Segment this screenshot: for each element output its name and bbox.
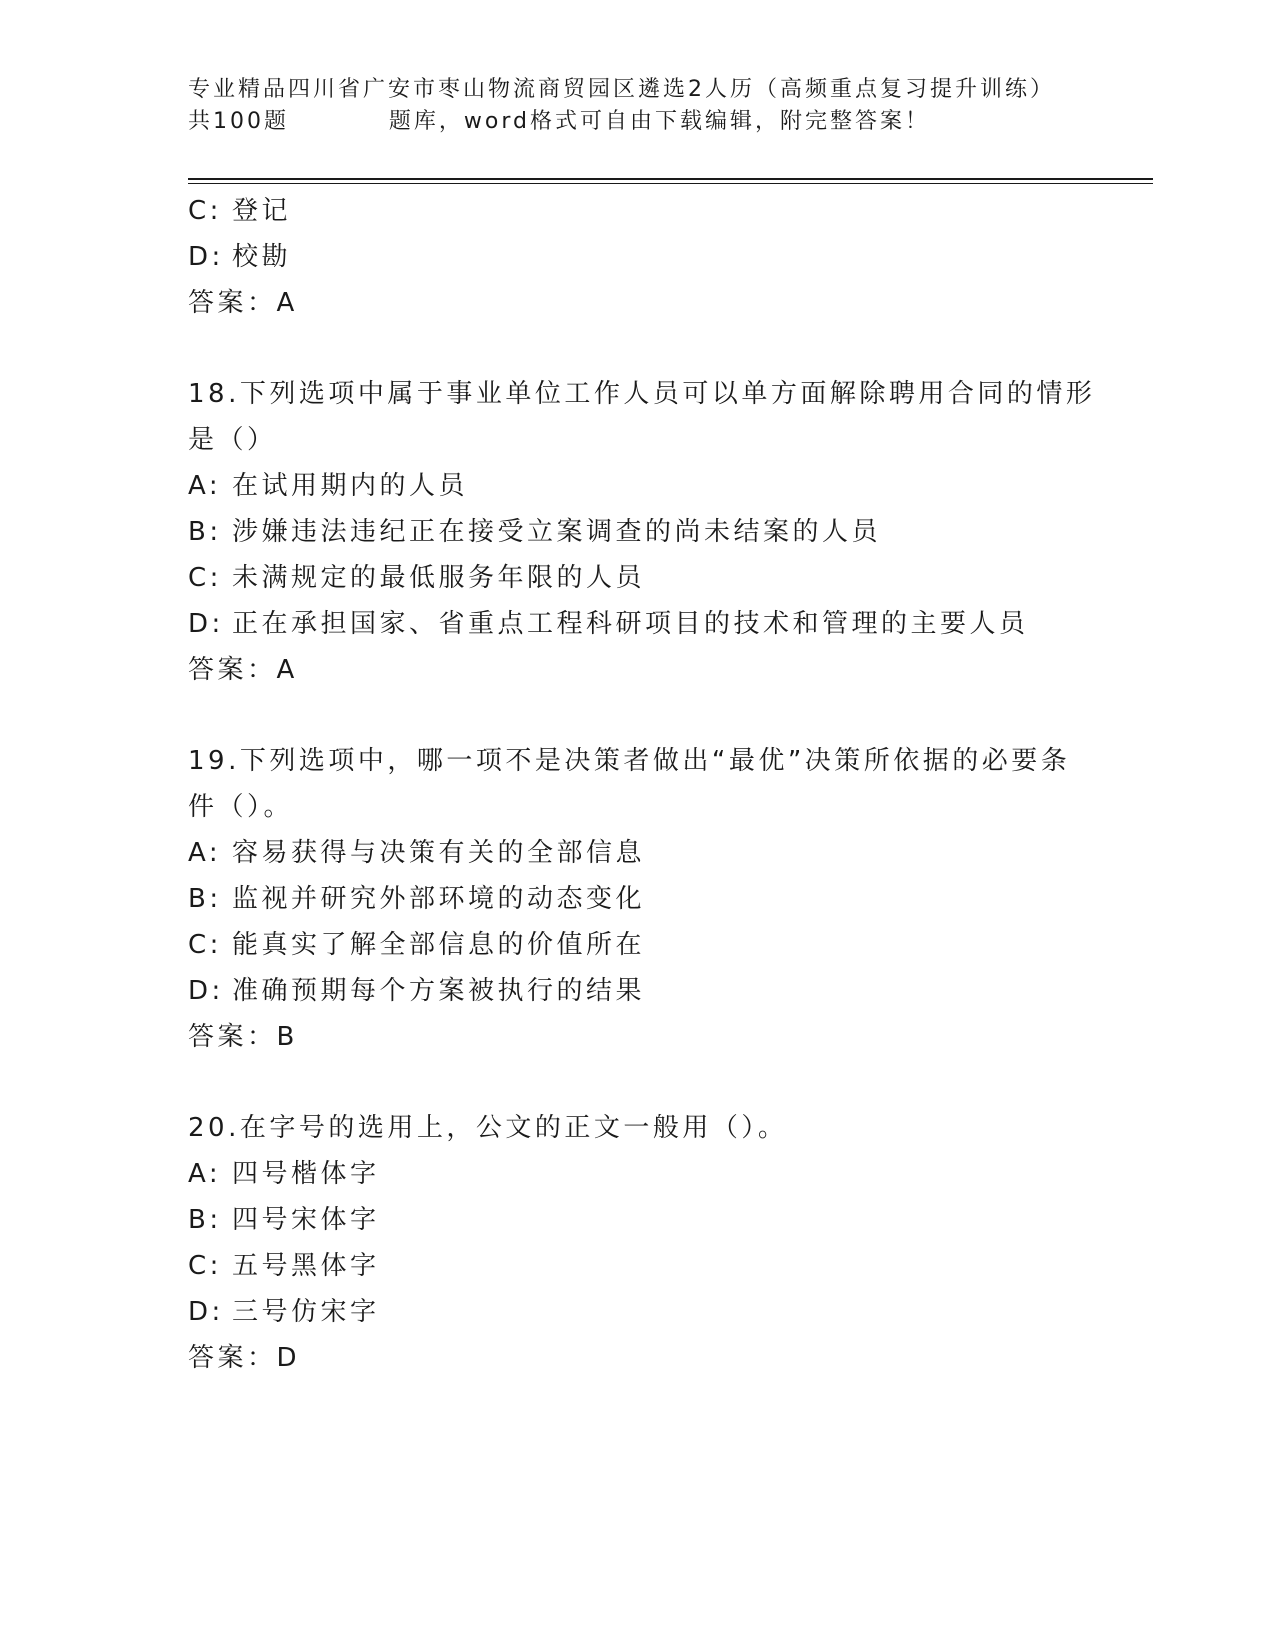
option-text: 在试用期内的人员 <box>232 471 469 501</box>
option-key: C: <box>188 1251 222 1281</box>
question-20 <box>188 1105 1088 1381</box>
option-text: 未满规定的最低服务年限的人员 <box>232 563 646 593</box>
option-text: 监视并研究外部环境的动态变化 <box>232 884 646 914</box>
question-list <box>188 188 1096 1381</box>
option-row <box>188 1289 1088 1335</box>
option-key: D: <box>188 609 224 639</box>
option-key: A: <box>188 471 222 501</box>
option-row <box>188 234 1088 280</box>
option-text: 校勘 <box>232 242 292 272</box>
option-text: 三号仿宋字 <box>232 1297 380 1327</box>
option-key: D: <box>188 242 224 272</box>
header-title-line: 专业精品四川省广安市枣山物流商贸园区遴选2人历（高频重点复习提升训练） <box>188 77 1055 102</box>
option-row <box>188 601 1088 647</box>
option-text: 四号宋体字 <box>232 1205 380 1235</box>
option-text: 能真实了解全部信息的价值所在 <box>232 930 646 960</box>
answer-line: 答案：A <box>188 288 298 318</box>
answer-line: 答案：A <box>188 655 298 685</box>
option-row <box>188 463 1088 509</box>
option-key: D: <box>188 1297 224 1327</box>
option-text: 四号楷体字 <box>232 1159 380 1189</box>
option-row <box>188 876 1088 922</box>
question-stem-line: 18.下列选项中属于事业单位工作人员可以单方面解除聘用合同的情形 <box>188 379 1096 409</box>
option-row <box>188 1151 1088 1197</box>
option-key: B: <box>188 517 222 547</box>
option-text: 五号黑体字 <box>232 1251 380 1281</box>
option-key: B: <box>188 884 222 914</box>
answer-line: 答案：D <box>188 1343 301 1373</box>
option-text: 容易获得与决策有关的全部信息 <box>232 838 646 868</box>
option-key: A: <box>188 838 222 868</box>
option-row <box>188 188 1088 234</box>
option-key: B: <box>188 1205 222 1235</box>
header-divider-thin <box>188 183 1153 184</box>
option-key: C: <box>188 563 222 593</box>
question-17-continued <box>188 188 1088 326</box>
option-row <box>188 922 1088 968</box>
option-key: A: <box>188 1159 222 1189</box>
option-row <box>188 555 1088 601</box>
header-subtitle-line: 共100题 题库，word格式可自由下载编辑，附完整答案！ <box>188 109 931 134</box>
option-text: 准确预期每个方案被执行的结果 <box>232 976 646 1006</box>
option-row <box>188 1197 1088 1243</box>
option-key: C: <box>188 930 222 960</box>
option-row <box>188 830 1088 876</box>
option-text: 登记 <box>232 196 292 226</box>
question-stem-line: 件（）。 <box>188 792 294 822</box>
question-stem-line: 是（） <box>188 425 277 455</box>
header-divider-thick <box>188 178 1153 180</box>
option-text: 涉嫌违法违纪正在接受立案调查的尚未结案的人员 <box>232 517 882 547</box>
option-row <box>188 1243 1088 1289</box>
document-header <box>188 74 1148 138</box>
option-key: D: <box>188 976 224 1006</box>
answer-line: 答案：B <box>188 1022 298 1052</box>
option-row <box>188 968 1088 1014</box>
question-stem-line: 19.下列选项中，哪一项不是决策者做出“最优”决策所依据的必要条 <box>188 746 1071 776</box>
option-key: C: <box>188 196 222 226</box>
question-19 <box>188 738 1088 1060</box>
option-row <box>188 509 1088 555</box>
question-18 <box>188 371 1096 693</box>
option-text: 正在承担国家、省重点工程科研项目的技术和管理的主要人员 <box>232 609 1029 639</box>
question-stem-line: 20.在字号的选用上，公文的正文一般用（）。 <box>188 1113 788 1143</box>
